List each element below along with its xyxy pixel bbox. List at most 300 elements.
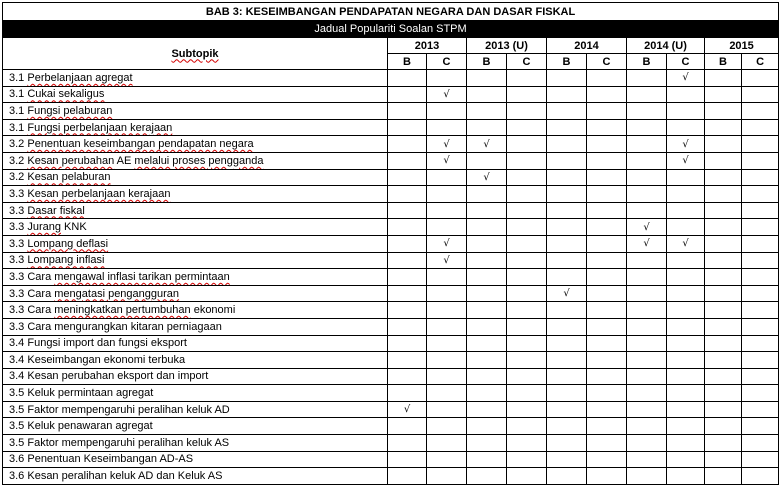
mark-cell[interactable] <box>705 136 742 153</box>
mark-cell[interactable] <box>547 235 587 252</box>
mark-cell[interactable] <box>705 418 742 435</box>
mark-cell[interactable] <box>467 70 507 87</box>
mark-cell[interactable] <box>667 219 705 236</box>
mark-cell[interactable] <box>547 86 587 103</box>
sheet-title[interactable]: BAB 3: KESEIMBANGAN PENDAPATAN NEGARA DAN DASAR FISKAL <box>3 3 779 21</box>
mark-cell[interactable] <box>547 202 587 219</box>
mark-cell[interactable] <box>427 202 467 219</box>
mark-cell[interactable] <box>705 169 742 186</box>
mark-cell[interactable] <box>627 451 667 468</box>
mark-cell[interactable] <box>742 418 779 435</box>
mark-cell[interactable] <box>507 451 547 468</box>
mark-cell[interactable] <box>507 269 547 286</box>
mark-cell[interactable] <box>705 186 742 203</box>
mark-cell[interactable] <box>507 401 547 418</box>
mark-cell[interactable] <box>388 368 427 385</box>
subtopic-cell[interactable] <box>3 252 388 269</box>
mark-cell[interactable] <box>587 103 627 120</box>
mark-cell[interactable] <box>547 269 587 286</box>
mark-cell[interactable] <box>427 368 467 385</box>
subtopic-cell[interactable] <box>3 401 388 418</box>
subtopic-cell[interactable] <box>3 169 388 186</box>
subtopic-cell[interactable] <box>3 385 388 402</box>
mark-cell[interactable] <box>507 368 547 385</box>
mark-cell[interactable] <box>627 385 667 402</box>
mark-cell[interactable] <box>467 352 507 369</box>
mark-cell[interactable] <box>587 285 627 302</box>
mark-cell[interactable] <box>467 368 507 385</box>
mark-cell[interactable] <box>547 136 587 153</box>
mark-cell[interactable] <box>467 418 507 435</box>
mark-cell[interactable] <box>627 368 667 385</box>
mark-cell[interactable] <box>705 152 742 169</box>
mark-cell[interactable] <box>667 252 705 269</box>
mark-cell[interactable] <box>467 219 507 236</box>
mark-cell[interactable] <box>667 401 705 418</box>
mark-cell[interactable] <box>427 119 467 136</box>
mark-cell[interactable] <box>742 335 779 352</box>
subtopic-code: 3.5 <box>9 436 25 449</box>
col-c-header[interactable]: C <box>507 54 547 70</box>
mark-cell[interactable] <box>742 119 779 136</box>
mark-cell[interactable] <box>547 119 587 136</box>
mark-cell[interactable] <box>467 385 507 402</box>
mark-cell[interactable] <box>742 435 779 452</box>
mark-cell[interactable] <box>627 70 667 87</box>
mark-cell[interactable] <box>705 252 742 269</box>
mark-cell[interactable] <box>627 252 667 269</box>
mark-cell[interactable] <box>467 103 507 120</box>
mark-cell[interactable] <box>627 152 667 169</box>
mark-cell[interactable] <box>587 335 627 352</box>
mark-cell[interactable] <box>507 202 547 219</box>
subtopic-code: 3.3 <box>9 320 25 333</box>
mark-cell[interactable] <box>667 103 705 120</box>
mark-cell[interactable] <box>742 86 779 103</box>
mark-cell[interactable] <box>427 152 467 169</box>
mark-cell[interactable] <box>587 435 627 452</box>
mark-cell[interactable] <box>388 186 427 203</box>
mark-cell[interactable] <box>627 219 667 236</box>
mark-cell[interactable] <box>388 219 427 236</box>
mark-cell[interactable] <box>507 435 547 452</box>
mark-cell[interactable] <box>627 235 667 252</box>
mark-cell[interactable] <box>667 269 705 286</box>
subtopic-cell[interactable] <box>3 152 388 169</box>
mark-cell[interactable] <box>587 169 627 186</box>
mark-cell[interactable] <box>507 285 547 302</box>
mark-cell[interactable] <box>507 385 547 402</box>
mark-cell[interactable] <box>667 318 705 335</box>
mark-cell[interactable] <box>667 435 705 452</box>
mark-cell[interactable] <box>587 152 627 169</box>
mark-cell[interactable] <box>507 70 547 87</box>
mark-cell[interactable] <box>467 285 507 302</box>
mark-cell[interactable] <box>667 235 705 252</box>
mark-cell[interactable] <box>507 418 547 435</box>
mark-cell[interactable] <box>547 435 587 452</box>
mark-cell[interactable] <box>627 285 667 302</box>
subtopic-cell[interactable] <box>3 269 388 286</box>
mark-cell[interactable] <box>667 202 705 219</box>
mark-cell[interactable] <box>427 418 467 435</box>
mark-cell[interactable] <box>705 368 742 385</box>
year-header[interactable]: 2014 (U) <box>627 38 705 54</box>
mark-cell[interactable] <box>467 468 507 485</box>
mark-cell[interactable] <box>388 103 427 120</box>
subtopic-cell[interactable] <box>3 302 388 319</box>
mark-cell[interactable] <box>547 385 587 402</box>
mark-cell[interactable] <box>427 318 467 335</box>
mark-cell[interactable] <box>667 169 705 186</box>
subtopic-cell[interactable] <box>3 119 388 136</box>
mark-cell[interactable] <box>627 418 667 435</box>
mark-cell[interactable] <box>667 186 705 203</box>
mark-cell[interactable] <box>667 152 705 169</box>
mark-cell[interactable] <box>427 451 467 468</box>
mark-cell[interactable] <box>667 451 705 468</box>
subtopic-cell[interactable] <box>3 368 388 385</box>
mark-cell[interactable] <box>547 169 587 186</box>
mark-cell[interactable] <box>667 86 705 103</box>
mark-cell[interactable] <box>705 269 742 286</box>
mark-cell[interactable] <box>705 285 742 302</box>
mark-cell[interactable] <box>427 86 467 103</box>
mark-cell[interactable] <box>742 252 779 269</box>
mark-cell[interactable] <box>627 318 667 335</box>
mark-cell[interactable] <box>388 119 427 136</box>
mark-cell[interactable] <box>587 186 627 203</box>
mark-cell[interactable] <box>587 252 627 269</box>
subtopic-cell[interactable] <box>3 86 388 103</box>
mark-cell[interactable] <box>587 368 627 385</box>
mark-cell[interactable] <box>627 186 667 203</box>
mark-cell[interactable] <box>467 401 507 418</box>
mark-cell[interactable] <box>467 335 507 352</box>
mark-cell[interactable] <box>467 318 507 335</box>
mark-cell[interactable] <box>587 302 627 319</box>
mark-cell[interactable] <box>388 136 427 153</box>
mark-cell[interactable] <box>627 136 667 153</box>
mark-cell[interactable] <box>467 202 507 219</box>
check-mark-icon: √ <box>483 171 490 183</box>
mark-cell[interactable] <box>742 235 779 252</box>
mark-cell[interactable] <box>547 285 587 302</box>
table-banner[interactable]: Jadual Populariti Soalan STPM <box>3 21 779 38</box>
mark-cell[interactable] <box>547 451 587 468</box>
mark-cell[interactable] <box>507 335 547 352</box>
mark-cell[interactable] <box>427 285 467 302</box>
mark-cell[interactable] <box>667 302 705 319</box>
subtopic-cell[interactable] <box>3 219 388 236</box>
mark-cell[interactable] <box>627 468 667 485</box>
mark-cell[interactable] <box>507 136 547 153</box>
mark-cell[interactable] <box>742 70 779 87</box>
mark-cell[interactable] <box>587 318 627 335</box>
mark-cell[interactable] <box>427 235 467 252</box>
mark-cell[interactable] <box>742 352 779 369</box>
mark-cell[interactable] <box>627 202 667 219</box>
col-c-header[interactable]: C <box>427 54 467 70</box>
mark-cell[interactable] <box>627 302 667 319</box>
mark-cell[interactable] <box>742 202 779 219</box>
mark-cell[interactable] <box>705 302 742 319</box>
subtopic-text: KNK <box>61 221 87 234</box>
mark-cell[interactable] <box>467 302 507 319</box>
mark-cell[interactable] <box>388 451 427 468</box>
mark-cell[interactable] <box>467 169 507 186</box>
mark-cell[interactable] <box>742 152 779 169</box>
subtopic-cell[interactable] <box>3 418 388 435</box>
mark-cell[interactable] <box>467 269 507 286</box>
mark-cell[interactable] <box>705 385 742 402</box>
mark-cell[interactable] <box>742 285 779 302</box>
year-header[interactable]: 2015 <box>705 38 779 54</box>
mark-cell[interactable] <box>705 451 742 468</box>
mark-cell[interactable] <box>705 86 742 103</box>
mark-cell[interactable] <box>705 401 742 418</box>
mark-cell[interactable] <box>667 418 705 435</box>
mark-cell[interactable] <box>705 119 742 136</box>
mark-cell[interactable] <box>705 202 742 219</box>
mark-cell[interactable] <box>587 219 627 236</box>
mark-cell[interactable] <box>507 252 547 269</box>
mark-cell[interactable] <box>388 468 427 485</box>
mark-cell[interactable] <box>705 70 742 87</box>
subtopic-cell[interactable] <box>3 335 388 352</box>
mark-cell[interactable] <box>427 186 467 203</box>
col-c-header[interactable]: C <box>587 54 627 70</box>
mark-cell[interactable] <box>547 418 587 435</box>
mark-cell[interactable] <box>742 318 779 335</box>
mark-cell[interactable] <box>427 335 467 352</box>
mark-cell[interactable] <box>587 352 627 369</box>
mark-cell[interactable] <box>467 435 507 452</box>
mark-cell[interactable] <box>705 352 742 369</box>
mark-cell[interactable] <box>427 219 467 236</box>
subtopic-cell[interactable] <box>3 186 388 203</box>
mark-cell[interactable] <box>547 103 587 120</box>
year-header[interactable]: 2013 <box>388 38 467 54</box>
mark-cell[interactable] <box>388 235 427 252</box>
mark-cell[interactable] <box>587 202 627 219</box>
subtopic-cell[interactable] <box>3 136 388 153</box>
table-row <box>3 70 779 87</box>
mark-cell[interactable] <box>667 70 705 87</box>
mark-cell[interactable] <box>388 169 427 186</box>
mark-cell[interactable] <box>742 103 779 120</box>
mark-cell[interactable] <box>507 103 547 120</box>
mark-cell[interactable] <box>667 368 705 385</box>
subtopic-cell[interactable] <box>3 103 388 120</box>
subtopic-cell[interactable] <box>3 318 388 335</box>
mark-cell[interactable] <box>388 285 427 302</box>
mark-cell[interactable] <box>467 451 507 468</box>
mark-cell[interactable] <box>507 235 547 252</box>
mark-cell[interactable] <box>507 169 547 186</box>
mark-cell[interactable] <box>467 119 507 136</box>
mark-cell[interactable] <box>667 119 705 136</box>
subtopic-cell[interactable] <box>3 235 388 252</box>
subtopic-cell[interactable] <box>3 285 388 302</box>
mark-cell[interactable] <box>388 401 427 418</box>
mark-cell[interactable] <box>547 186 587 203</box>
col-b-header[interactable]: B <box>388 54 427 70</box>
subtopic-cell[interactable] <box>3 352 388 369</box>
mark-cell[interactable] <box>587 119 627 136</box>
mark-cell[interactable] <box>388 86 427 103</box>
mark-cell[interactable] <box>507 186 547 203</box>
mark-cell[interactable] <box>705 468 742 485</box>
mark-cell[interactable] <box>467 136 507 153</box>
mark-cell[interactable] <box>547 335 587 352</box>
mark-cell[interactable] <box>705 435 742 452</box>
mark-cell[interactable] <box>587 269 627 286</box>
col-c-header[interactable]: C <box>742 54 779 70</box>
mark-cell[interactable] <box>507 352 547 369</box>
mark-cell[interactable] <box>587 136 627 153</box>
subtopic-code: 3.5 <box>9 403 25 416</box>
mark-cell[interactable] <box>547 352 587 369</box>
mark-cell[interactable] <box>627 169 667 186</box>
mark-cell[interactable] <box>547 468 587 485</box>
mark-cell[interactable] <box>507 219 547 236</box>
mark-cell[interactable] <box>667 285 705 302</box>
mark-cell[interactable] <box>427 352 467 369</box>
mark-cell[interactable] <box>547 70 587 87</box>
mark-cell[interactable] <box>705 103 742 120</box>
mark-cell[interactable] <box>507 152 547 169</box>
mark-cell[interactable] <box>627 103 667 120</box>
mark-cell[interactable] <box>705 219 742 236</box>
mark-cell[interactable] <box>742 468 779 485</box>
mark-cell[interactable] <box>388 435 427 452</box>
mark-cell[interactable] <box>427 435 467 452</box>
mark-cell[interactable] <box>627 335 667 352</box>
mark-cell[interactable] <box>587 70 627 87</box>
mark-cell[interactable] <box>547 368 587 385</box>
col-b-header[interactable]: B <box>547 54 587 70</box>
mark-cell[interactable] <box>427 269 467 286</box>
mark-cell[interactable] <box>427 252 467 269</box>
mark-cell[interactable] <box>388 202 427 219</box>
mark-cell[interactable] <box>547 219 587 236</box>
mark-cell[interactable] <box>742 401 779 418</box>
year-header[interactable]: 2013 (U) <box>467 38 547 54</box>
mark-cell[interactable] <box>742 302 779 319</box>
mark-cell[interactable] <box>427 136 467 153</box>
subtopic-cell[interactable] <box>3 468 388 485</box>
mark-cell[interactable] <box>627 401 667 418</box>
mark-cell[interactable] <box>627 269 667 286</box>
mark-cell[interactable] <box>742 219 779 236</box>
mark-cell[interactable] <box>427 302 467 319</box>
mark-cell[interactable] <box>667 468 705 485</box>
mark-cell[interactable] <box>705 235 742 252</box>
mark-cell[interactable] <box>427 103 467 120</box>
mark-cell[interactable] <box>547 401 587 418</box>
mark-cell[interactable] <box>467 252 507 269</box>
mark-cell[interactable] <box>388 269 427 286</box>
mark-cell[interactable] <box>388 352 427 369</box>
mark-cell[interactable] <box>467 152 507 169</box>
mark-cell[interactable] <box>667 136 705 153</box>
subtopic-cell[interactable] <box>3 70 388 87</box>
mark-cell[interactable] <box>388 418 427 435</box>
mark-cell[interactable] <box>507 302 547 319</box>
mark-cell[interactable] <box>388 152 427 169</box>
mark-cell[interactable] <box>587 401 627 418</box>
mark-cell[interactable] <box>467 235 507 252</box>
mark-cell[interactable] <box>388 70 427 87</box>
mark-cell[interactable] <box>742 186 779 203</box>
mark-cell[interactable] <box>627 86 667 103</box>
mark-cell[interactable] <box>587 468 627 485</box>
mark-cell[interactable] <box>667 385 705 402</box>
mark-cell[interactable] <box>742 368 779 385</box>
col-b-header[interactable]: B <box>467 54 507 70</box>
col-b-header[interactable]: B <box>627 54 667 70</box>
mark-cell[interactable] <box>507 86 547 103</box>
mark-cell[interactable] <box>587 235 627 252</box>
mark-cell[interactable] <box>547 252 587 269</box>
mark-cell[interactable] <box>705 335 742 352</box>
mark-cell[interactable] <box>507 119 547 136</box>
mark-cell[interactable] <box>742 169 779 186</box>
mark-cell[interactable] <box>667 352 705 369</box>
mark-cell[interactable] <box>427 385 467 402</box>
mark-cell[interactable] <box>705 318 742 335</box>
mark-cell[interactable] <box>667 335 705 352</box>
subtopic-cell[interactable] <box>3 451 388 468</box>
mark-cell[interactable] <box>627 352 667 369</box>
col-b-header[interactable]: B <box>705 54 742 70</box>
col-c-header[interactable]: C <box>667 54 705 70</box>
mark-cell[interactable] <box>507 468 547 485</box>
mark-cell[interactable] <box>742 451 779 468</box>
mark-cell[interactable] <box>427 468 467 485</box>
mark-cell[interactable] <box>427 70 467 87</box>
mark-cell[interactable] <box>627 435 667 452</box>
mark-cell[interactable] <box>742 385 779 402</box>
table-row <box>3 368 779 385</box>
mark-cell[interactable] <box>427 169 467 186</box>
subtopic-cell[interactable] <box>3 435 388 452</box>
mark-cell[interactable] <box>587 385 627 402</box>
mark-cell[interactable] <box>587 418 627 435</box>
subtopik-header[interactable] <box>3 38 388 70</box>
mark-cell[interactable] <box>587 86 627 103</box>
mark-cell[interactable] <box>547 152 587 169</box>
mark-cell[interactable] <box>388 252 427 269</box>
mark-cell[interactable] <box>467 86 507 103</box>
mark-cell[interactable] <box>742 136 779 153</box>
mark-cell[interactable] <box>547 302 587 319</box>
mark-cell[interactable] <box>547 318 587 335</box>
mark-cell[interactable] <box>507 318 547 335</box>
mark-cell[interactable] <box>388 385 427 402</box>
mark-cell[interactable] <box>467 186 507 203</box>
mark-cell[interactable] <box>388 318 427 335</box>
mark-cell[interactable] <box>742 269 779 286</box>
mark-cell[interactable] <box>388 302 427 319</box>
mark-cell[interactable] <box>627 119 667 136</box>
mark-cell[interactable] <box>427 401 467 418</box>
year-header[interactable]: 2014 <box>547 38 627 54</box>
mark-cell[interactable] <box>587 451 627 468</box>
subtopic-cell[interactable] <box>3 202 388 219</box>
mark-cell[interactable] <box>388 335 427 352</box>
